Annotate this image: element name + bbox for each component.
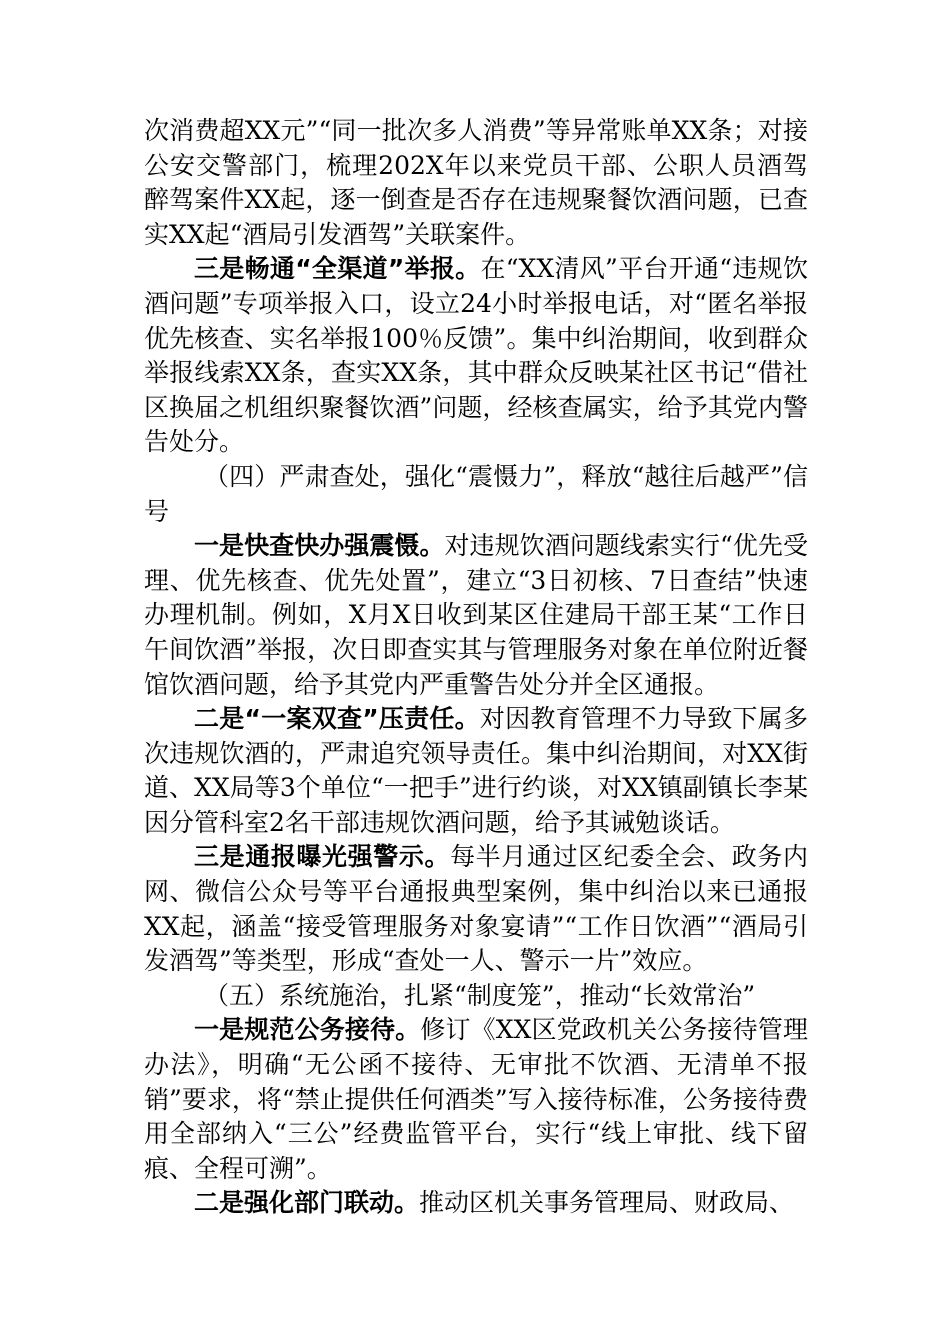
- paragraph-lead: 二是强化部门联动。: [194, 1188, 420, 1218]
- paragraph-text: 对违规饮酒问题线索实行“优先受理、优先核查、优先处置”，建立“3日初核、7日查结”快速办理机制。例如，X月X日收到某区住建局干部王某“工作日午间饮酒”举报，次日即查实其与管理服务对象在单位附近餐馆饮酒问题，给予其党内严重警告处分并全区通报。: [144, 531, 808, 699]
- paragraph-text: 每半月通过区纪委全会、政务内网、微信公众号等平台通报典型案例，集中纠治以来已通报XX起，涵盖“接受管理服务对象宴请”“工作日饮酒”“酒局引发酒驾”等类型，形成“查处一人、警示一片”效应。: [144, 842, 808, 976]
- section-heading-5: [144, 979, 808, 1014]
- paragraph-department-linkage: [144, 1186, 808, 1221]
- paragraph-channel-reporting: [144, 252, 808, 460]
- paragraph-continuation: [144, 114, 808, 252]
- heading-text: （四）严肃查处，强化“震慑力”，释放“越往后越严”信号: [144, 461, 808, 526]
- paragraph-exposure: [144, 840, 808, 978]
- paragraph-text: 对因教育管理不力导致下属多次违规饮酒的，严肃追究领导责任。集中纠治期间，对XX街道、XX局等3个单位“一把手”进行约谈，对XX镇副镇长李某因分管科室2名干部违规饮酒问题，给予其诫勉谈话。: [144, 704, 808, 837]
- document-page: [144, 114, 808, 1221]
- paragraph-lead: 一是快查快办强震慑。: [194, 531, 445, 561]
- paragraph-text: 在“XX清风”平台开通“违规饮酒问题”专项举报入口，设立24小时举报电话，对“匿名举报优先核查、实名举报100％反馈”。集中纠治期间，收到群众举报线索XX条，查实XX条，其中群众反映某社区书记“借社区换届之机组织聚餐饮酒”问题，经核查属实，给予其党内警告处分。: [144, 254, 808, 457]
- section-heading-4: [144, 460, 808, 529]
- heading-text: （五）系统施治，扎紧“制度笼”，推动“长效常治”: [204, 980, 756, 1010]
- paragraph-lead: 三是通报曝光强警示。: [194, 842, 451, 872]
- paragraph-lead: 一是规范公务接待。: [194, 1015, 421, 1045]
- paragraph-reception-rules: [144, 1013, 808, 1186]
- paragraph-text: 推动区机关事务管理局、财政局、: [419, 1188, 795, 1218]
- paragraph-text: 次消费超XX元”“同一批次多人消费”等异常账单XX条；对接公安交警部门，梳理202X年以来党员干部、公职人员酒驾醉驾案件XX起，逐一倒查是否存在违规聚餐饮酒问题，已查实XX起“酒局引发酒驾”关联案件。: [144, 116, 808, 249]
- paragraph-lead: 三是畅通“全渠道”举报。: [194, 254, 481, 284]
- paragraph-text: 修订《XX区党政机关公务接待管理办法》，明确“无公函不接待、无审批不饮酒、无清单不报销”要求，将“禁止提供任何酒类”写入接待标准，公务接待费用全部纳入“三公”经费监管平台，实行“线上审批、线下留痕、全程可溯”。: [144, 1015, 808, 1183]
- paragraph-double-check: [144, 702, 808, 840]
- paragraph-lead: 二是“一案双查”压责任。: [194, 704, 480, 734]
- paragraph-fast-handling: [144, 529, 808, 702]
